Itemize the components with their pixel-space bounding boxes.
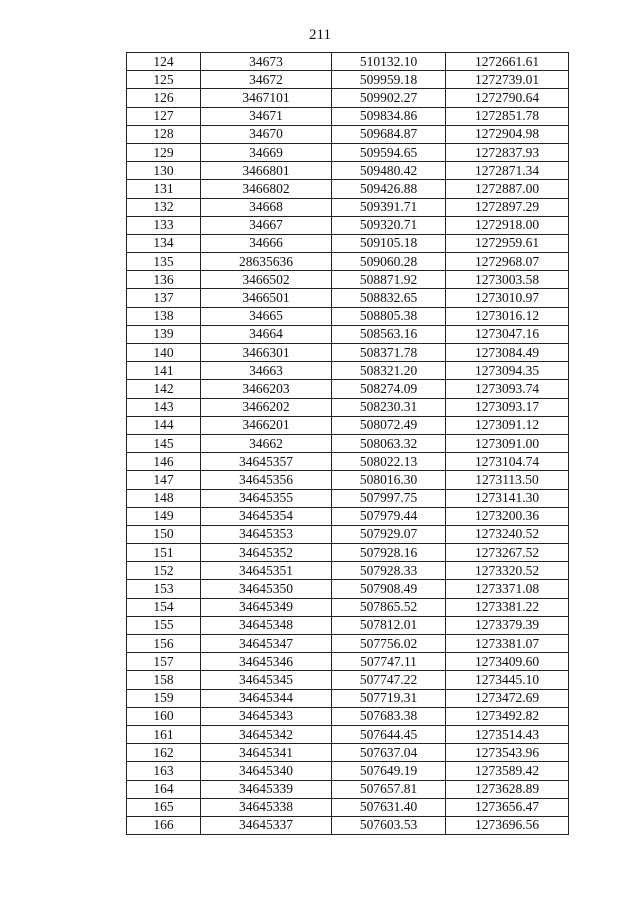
x-coordinate-cell: 508871.92 xyxy=(332,271,446,289)
point-id-cell: 34645356 xyxy=(201,471,332,489)
row-number-cell: 164 xyxy=(127,780,201,798)
x-coordinate-cell: 509060.28 xyxy=(332,253,446,271)
x-coordinate-cell: 507908.49 xyxy=(332,580,446,598)
point-id-cell: 34672 xyxy=(201,71,332,89)
table-row xyxy=(127,580,569,598)
point-id-cell: 34645338 xyxy=(201,798,332,816)
row-number-cell: 147 xyxy=(127,471,201,489)
x-coordinate-cell: 509391.71 xyxy=(332,198,446,216)
table-row xyxy=(127,544,569,562)
row-number-cell: 126 xyxy=(127,89,201,107)
table-row xyxy=(127,598,569,616)
y-coordinate-cell: 1273628.89 xyxy=(446,780,569,798)
table-row xyxy=(127,234,569,252)
row-number-cell: 137 xyxy=(127,289,201,307)
x-coordinate-cell: 508063.32 xyxy=(332,434,446,452)
point-id-cell: 34670 xyxy=(201,125,332,143)
x-coordinate-cell: 508022.13 xyxy=(332,453,446,471)
table-row xyxy=(127,689,569,707)
row-number-cell: 141 xyxy=(127,362,201,380)
table-row xyxy=(127,344,569,362)
y-coordinate-cell: 1272837.93 xyxy=(446,143,569,161)
table-row xyxy=(127,416,569,434)
table-row xyxy=(127,89,569,107)
x-coordinate-cell: 509320.71 xyxy=(332,216,446,234)
table-row xyxy=(127,362,569,380)
table-row xyxy=(127,707,569,725)
y-coordinate-cell: 1273379.39 xyxy=(446,616,569,634)
row-number-cell: 130 xyxy=(127,162,201,180)
point-id-cell: 34671 xyxy=(201,107,332,125)
y-coordinate-cell: 1272918.00 xyxy=(446,216,569,234)
row-number-cell: 166 xyxy=(127,816,201,834)
row-number-cell: 143 xyxy=(127,398,201,416)
x-coordinate-cell: 508371.78 xyxy=(332,344,446,362)
y-coordinate-cell: 1273445.10 xyxy=(446,671,569,689)
y-coordinate-cell: 1273267.52 xyxy=(446,544,569,562)
y-coordinate-cell: 1273543.96 xyxy=(446,744,569,762)
point-id-cell: 34667 xyxy=(201,216,332,234)
y-coordinate-cell: 1273113.50 xyxy=(446,471,569,489)
x-coordinate-cell: 508321.20 xyxy=(332,362,446,380)
table-row xyxy=(127,253,569,271)
table-row xyxy=(127,380,569,398)
row-number-cell: 146 xyxy=(127,453,201,471)
row-number-cell: 139 xyxy=(127,325,201,343)
x-coordinate-cell: 507747.22 xyxy=(332,671,446,689)
x-coordinate-cell: 507812.01 xyxy=(332,616,446,634)
x-coordinate-cell: 510132.10 xyxy=(332,53,446,71)
y-coordinate-cell: 1273589.42 xyxy=(446,762,569,780)
row-number-cell: 157 xyxy=(127,653,201,671)
row-number-cell: 132 xyxy=(127,198,201,216)
row-number-cell: 144 xyxy=(127,416,201,434)
row-number-cell: 128 xyxy=(127,125,201,143)
point-id-cell: 34645348 xyxy=(201,616,332,634)
table-row xyxy=(127,780,569,798)
table-row xyxy=(127,216,569,234)
row-number-cell: 156 xyxy=(127,635,201,653)
table-row xyxy=(127,125,569,143)
table-row xyxy=(127,816,569,834)
row-number-cell: 152 xyxy=(127,562,201,580)
point-id-cell: 3466203 xyxy=(201,380,332,398)
x-coordinate-cell: 509959.18 xyxy=(332,71,446,89)
y-coordinate-cell: 1273696.56 xyxy=(446,816,569,834)
point-id-cell: 34645345 xyxy=(201,671,332,689)
table-row xyxy=(127,53,569,71)
row-number-cell: 154 xyxy=(127,598,201,616)
table-row xyxy=(127,471,569,489)
x-coordinate-cell: 507997.75 xyxy=(332,489,446,507)
table-row xyxy=(127,143,569,161)
row-number-cell: 165 xyxy=(127,798,201,816)
x-coordinate-cell: 507865.52 xyxy=(332,598,446,616)
y-coordinate-cell: 1272851.78 xyxy=(446,107,569,125)
row-number-cell: 127 xyxy=(127,107,201,125)
point-id-cell: 34645344 xyxy=(201,689,332,707)
table-row xyxy=(127,562,569,580)
y-coordinate-cell: 1273656.47 xyxy=(446,798,569,816)
row-number-cell: 160 xyxy=(127,707,201,725)
x-coordinate-cell: 508230.31 xyxy=(332,398,446,416)
y-coordinate-cell: 1272887.00 xyxy=(446,180,569,198)
row-number-cell: 129 xyxy=(127,143,201,161)
y-coordinate-cell: 1273094.35 xyxy=(446,362,569,380)
point-id-cell: 28635636 xyxy=(201,253,332,271)
table-row xyxy=(127,507,569,525)
row-number-cell: 145 xyxy=(127,434,201,452)
x-coordinate-cell: 507979.44 xyxy=(332,507,446,525)
y-coordinate-cell: 1272661.61 xyxy=(446,53,569,71)
row-number-cell: 162 xyxy=(127,744,201,762)
x-coordinate-cell: 507683.38 xyxy=(332,707,446,725)
point-id-cell: 34645357 xyxy=(201,453,332,471)
point-id-cell: 3466301 xyxy=(201,344,332,362)
x-coordinate-cell: 507603.53 xyxy=(332,816,446,834)
table-row xyxy=(127,398,569,416)
table-row xyxy=(127,635,569,653)
x-coordinate-cell: 507756.02 xyxy=(332,635,446,653)
y-coordinate-cell: 1273093.17 xyxy=(446,398,569,416)
x-coordinate-cell: 509594.65 xyxy=(332,143,446,161)
table-row xyxy=(127,325,569,343)
row-number-cell: 161 xyxy=(127,725,201,743)
table-row xyxy=(127,525,569,543)
table-row xyxy=(127,180,569,198)
x-coordinate-cell: 507719.31 xyxy=(332,689,446,707)
y-coordinate-cell: 1273091.12 xyxy=(446,416,569,434)
point-id-cell: 3466202 xyxy=(201,398,332,416)
y-coordinate-cell: 1273084.49 xyxy=(446,344,569,362)
row-number-cell: 159 xyxy=(127,689,201,707)
y-coordinate-cell: 1273003.58 xyxy=(446,271,569,289)
point-id-cell: 34645337 xyxy=(201,816,332,834)
y-coordinate-cell: 1273514.43 xyxy=(446,725,569,743)
page-number: 211 xyxy=(309,27,331,43)
y-coordinate-cell: 1272897.29 xyxy=(446,198,569,216)
coordinates-table xyxy=(126,52,569,835)
row-number-cell: 153 xyxy=(127,580,201,598)
point-id-cell: 34645349 xyxy=(201,598,332,616)
point-id-cell: 34645354 xyxy=(201,507,332,525)
x-coordinate-cell: 509834.86 xyxy=(332,107,446,125)
y-coordinate-cell: 1273016.12 xyxy=(446,307,569,325)
point-id-cell: 34662 xyxy=(201,434,332,452)
row-number-cell: 136 xyxy=(127,271,201,289)
x-coordinate-cell: 507747.11 xyxy=(332,653,446,671)
y-coordinate-cell: 1273492.82 xyxy=(446,707,569,725)
point-id-cell: 34645353 xyxy=(201,525,332,543)
y-coordinate-cell: 1273409.60 xyxy=(446,653,569,671)
x-coordinate-cell: 508274.09 xyxy=(332,380,446,398)
y-coordinate-cell: 1273240.52 xyxy=(446,525,569,543)
x-coordinate-cell: 508072.49 xyxy=(332,416,446,434)
y-coordinate-cell: 1272904.98 xyxy=(446,125,569,143)
point-id-cell: 34645351 xyxy=(201,562,332,580)
point-id-cell: 34645350 xyxy=(201,580,332,598)
row-number-cell: 151 xyxy=(127,544,201,562)
x-coordinate-cell: 508563.16 xyxy=(332,325,446,343)
y-coordinate-cell: 1273472.69 xyxy=(446,689,569,707)
point-id-cell: 34665 xyxy=(201,307,332,325)
point-id-cell: 3466502 xyxy=(201,271,332,289)
row-number-cell: 155 xyxy=(127,616,201,634)
row-number-cell: 134 xyxy=(127,234,201,252)
y-coordinate-cell: 1272739.01 xyxy=(446,71,569,89)
row-number-cell: 150 xyxy=(127,525,201,543)
point-id-cell: 3466801 xyxy=(201,162,332,180)
point-id-cell: 3466501 xyxy=(201,289,332,307)
table-row xyxy=(127,725,569,743)
x-coordinate-cell: 507637.04 xyxy=(332,744,446,762)
table-row xyxy=(127,198,569,216)
table-row xyxy=(127,71,569,89)
point-id-cell: 34645352 xyxy=(201,544,332,562)
point-id-cell: 34664 xyxy=(201,325,332,343)
y-coordinate-cell: 1272790.64 xyxy=(446,89,569,107)
x-coordinate-cell: 509902.27 xyxy=(332,89,446,107)
table-row xyxy=(127,489,569,507)
table-row xyxy=(127,434,569,452)
x-coordinate-cell: 509684.87 xyxy=(332,125,446,143)
row-number-cell: 133 xyxy=(127,216,201,234)
y-coordinate-cell: 1273104.74 xyxy=(446,453,569,471)
y-coordinate-cell: 1273371.08 xyxy=(446,580,569,598)
point-id-cell: 3466201 xyxy=(201,416,332,434)
y-coordinate-cell: 1273093.74 xyxy=(446,380,569,398)
point-id-cell: 3466802 xyxy=(201,180,332,198)
y-coordinate-cell: 1273091.00 xyxy=(446,434,569,452)
y-coordinate-cell: 1272968.07 xyxy=(446,253,569,271)
table-row xyxy=(127,798,569,816)
row-number-cell: 158 xyxy=(127,671,201,689)
coordinates-table-body xyxy=(127,53,569,835)
row-number-cell: 135 xyxy=(127,253,201,271)
table-row xyxy=(127,453,569,471)
x-coordinate-cell: 507928.33 xyxy=(332,562,446,580)
row-number-cell: 142 xyxy=(127,380,201,398)
table-row xyxy=(127,744,569,762)
row-number-cell: 148 xyxy=(127,489,201,507)
y-coordinate-cell: 1272871.34 xyxy=(446,162,569,180)
x-coordinate-cell: 508832.65 xyxy=(332,289,446,307)
point-id-cell: 34645346 xyxy=(201,653,332,671)
table-row xyxy=(127,653,569,671)
point-id-cell: 34666 xyxy=(201,234,332,252)
y-coordinate-cell: 1273141.30 xyxy=(446,489,569,507)
point-id-cell: 34669 xyxy=(201,143,332,161)
x-coordinate-cell: 509480.42 xyxy=(332,162,446,180)
point-id-cell: 34645355 xyxy=(201,489,332,507)
point-id-cell: 34673 xyxy=(201,53,332,71)
y-coordinate-cell: 1273200.36 xyxy=(446,507,569,525)
y-coordinate-cell: 1272959.61 xyxy=(446,234,569,252)
x-coordinate-cell: 509426.88 xyxy=(332,180,446,198)
y-coordinate-cell: 1273010.97 xyxy=(446,289,569,307)
x-coordinate-cell: 507929.07 xyxy=(332,525,446,543)
row-number-cell: 138 xyxy=(127,307,201,325)
table-row xyxy=(127,307,569,325)
x-coordinate-cell: 507928.16 xyxy=(332,544,446,562)
point-id-cell: 34663 xyxy=(201,362,332,380)
point-id-cell: 34645340 xyxy=(201,762,332,780)
row-number-cell: 140 xyxy=(127,344,201,362)
x-coordinate-cell: 507644.45 xyxy=(332,725,446,743)
point-id-cell: 34668 xyxy=(201,198,332,216)
table-row xyxy=(127,162,569,180)
table-row xyxy=(127,762,569,780)
point-id-cell: 34645339 xyxy=(201,780,332,798)
row-number-cell: 163 xyxy=(127,762,201,780)
x-coordinate-cell: 507657.81 xyxy=(332,780,446,798)
row-number-cell: 131 xyxy=(127,180,201,198)
point-id-cell: 34645347 xyxy=(201,635,332,653)
x-coordinate-cell: 507631.40 xyxy=(332,798,446,816)
point-id-cell: 3467101 xyxy=(201,89,332,107)
table-row xyxy=(127,671,569,689)
table-row xyxy=(127,289,569,307)
y-coordinate-cell: 1273320.52 xyxy=(446,562,569,580)
x-coordinate-cell: 507649.19 xyxy=(332,762,446,780)
x-coordinate-cell: 509105.18 xyxy=(332,234,446,252)
row-number-cell: 124 xyxy=(127,53,201,71)
y-coordinate-cell: 1273381.07 xyxy=(446,635,569,653)
y-coordinate-cell: 1273047.16 xyxy=(446,325,569,343)
table-row xyxy=(127,271,569,289)
y-coordinate-cell: 1273381.22 xyxy=(446,598,569,616)
x-coordinate-cell: 508805.38 xyxy=(332,307,446,325)
point-id-cell: 34645341 xyxy=(201,744,332,762)
table-row xyxy=(127,107,569,125)
table-row xyxy=(127,616,569,634)
row-number-cell: 149 xyxy=(127,507,201,525)
x-coordinate-cell: 508016.30 xyxy=(332,471,446,489)
row-number-cell: 125 xyxy=(127,71,201,89)
point-id-cell: 34645342 xyxy=(201,725,332,743)
point-id-cell: 34645343 xyxy=(201,707,332,725)
